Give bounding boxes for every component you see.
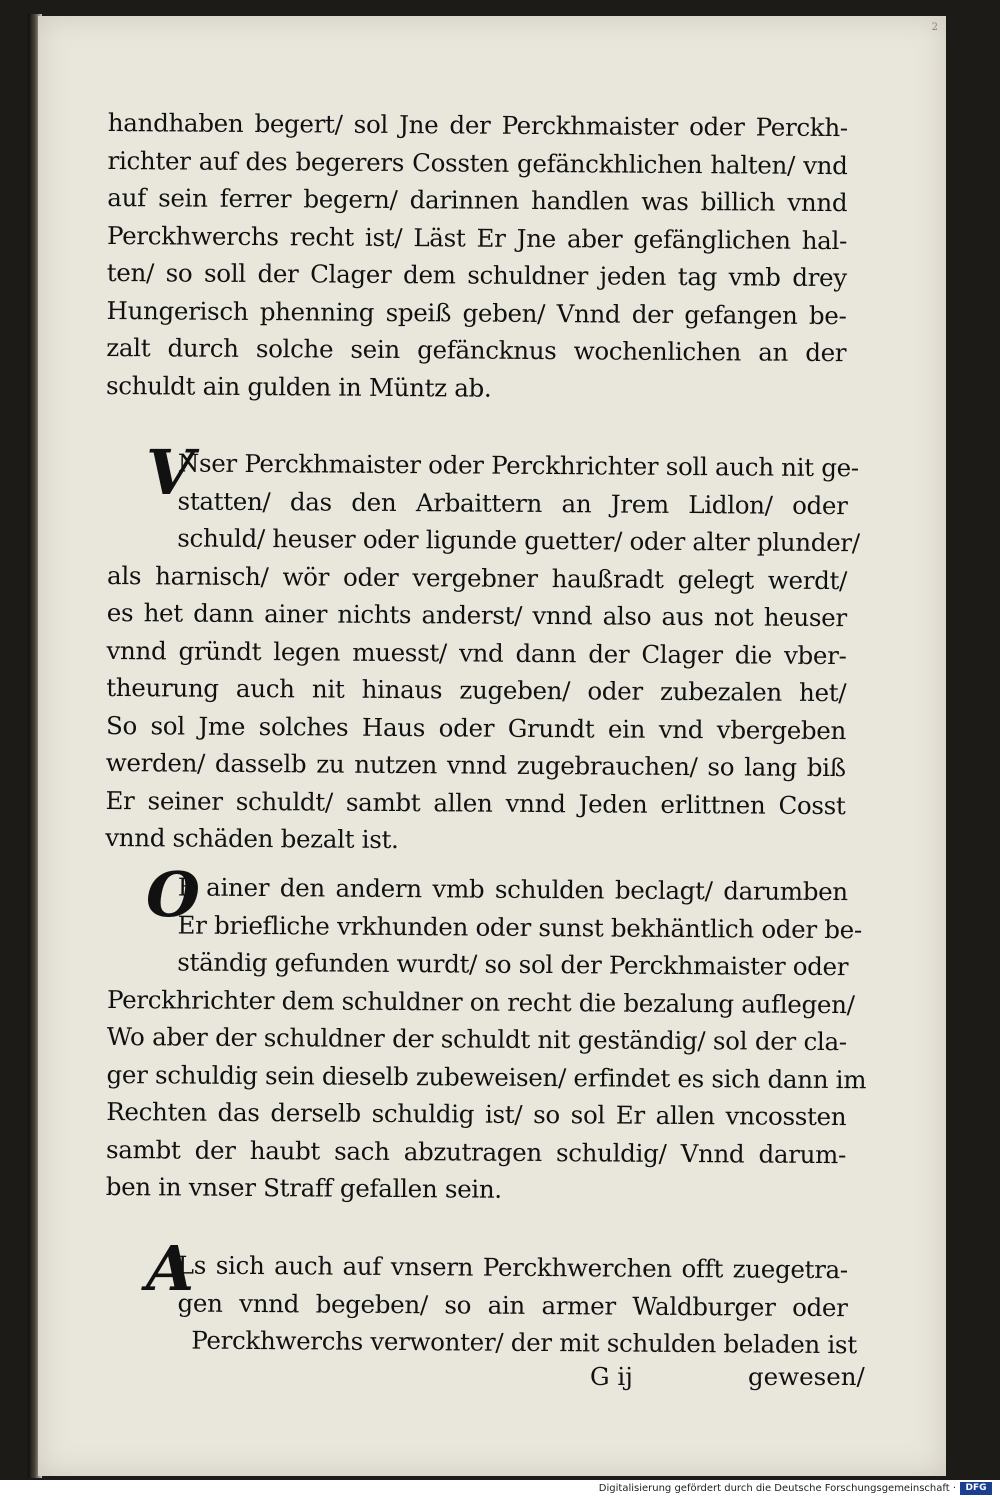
text-line: theurung auch nit hinaus zugeben/ oder zubezalen het/	[106, 672, 847, 708]
text-line: statten/ das den Arbaittern an Jrem Lidlon/ oder	[177, 485, 848, 520]
text-line: ben in vnser Straff gefallen sein.	[105, 1171, 502, 1204]
text-line: auf sein ferrer begern/ darinnen handlen was billich vnnd	[107, 182, 848, 218]
text-line: schuldt ain gulden in Müntz ab.	[105, 370, 492, 403]
text-line: So sol Jme solches Haus oder Grundt ein vnd vbergeben	[105, 710, 847, 745]
dropcap-o: O	[146, 858, 201, 931]
text-line: Perckhwerchs verwonter/ der mit schulden beladen ist	[191, 1325, 857, 1360]
catchword: gewesen/	[748, 1362, 865, 1391]
text-line: sambt der haubt sach abzutragen schuldig/ Vnnd darum-	[105, 1134, 847, 1169]
text-line: Wo aber der schuldner der schuldt nit geständig/ sol der cla-	[106, 1021, 847, 1057]
text-line: ten/ so soll der Clager dem schuldner jeden tag vmb drey	[106, 257, 847, 293]
text-line: vnnd schäden bezalt ist.	[105, 822, 399, 855]
text-line: B ainer den andern vmb schulden beclagt/ darumben	[177, 872, 848, 907]
page-corner-mark: 2	[931, 22, 938, 33]
text-line: Rechten das derselb schuldig ist/ so sol Er allen vncossten	[106, 1096, 847, 1132]
text-line: ständig gefunden wurdt/ so sol der Perckhmaister oder	[177, 947, 849, 982]
text-line: richter auf des begerers Cossten gefänckhlichen halten/ vnd	[107, 145, 848, 180]
text-line: Nser Perckhmaister oder Perckhrichter soll auch nit ge-	[177, 448, 859, 483]
text-line: vnnd gründt legen muesst/ vnd dann der Clager die vber-	[106, 635, 847, 670]
text-line: schuld/ heuser oder ligunde guetter/ oder alter plunder/	[177, 523, 860, 558]
paragraph-4	[107, 1246, 857, 1364]
dfg-logo: DFG	[960, 1482, 992, 1495]
text-line: werden/ dasselb zu nutzen vnnd zugebrauchen/ so lang biß	[105, 747, 846, 783]
text-line: Hungerisch phenning speiß geben/ Vnnd der gefangen be-	[106, 295, 847, 330]
paragraph-2	[105, 436, 860, 862]
signature-mark: G ij	[590, 1362, 633, 1391]
text-line: Er seiner schuldt/ sambt allen vnnd Jeden erlittnen Cosst	[105, 785, 846, 820]
text-line: zalt durch solche sein gefäncknus wochenlichen an der	[106, 332, 847, 368]
text-line: Er briefliche vrkhunden oder sunst bekhäntlich oder be-	[177, 909, 862, 944]
text-line: Ls sich auch auf vnsern Perckhwerchen offt zuegetra-	[177, 1250, 848, 1285]
dropcap-v: V	[146, 436, 195, 509]
text-line: es het dann ainer nichts anderst/ vnnd also aus not heuser	[106, 597, 847, 633]
text-line: ger schuldig sein dieselb zubeweisen/ erfindet es sich dann im	[106, 1059, 867, 1094]
text-line: als harnisch/ wör oder vergebner haußradt gelegt werdt/	[106, 560, 848, 595]
text-line: gen vnnd begeben/ so ain armer Waldburger oder	[177, 1287, 848, 1322]
text-line: handhaben begert/ sol Jne der Perckhmaister oder Perckh-	[107, 107, 848, 143]
footer-credit: Digitalisierung gefördert durch die Deutsche Forschungsgemeinschaft ·	[598, 1483, 956, 1494]
paragraph-3	[105, 868, 867, 1211]
text-line: Perckhrichter dem schuldner on recht die bezalung auflegen/	[106, 984, 855, 1019]
text-line: Perckhwerchs recht ist/ Läst Er Jne aber gefänglichen hal-	[106, 220, 848, 255]
dropcap-a: A	[146, 1232, 195, 1305]
paragraph-1	[106, 104, 848, 409]
